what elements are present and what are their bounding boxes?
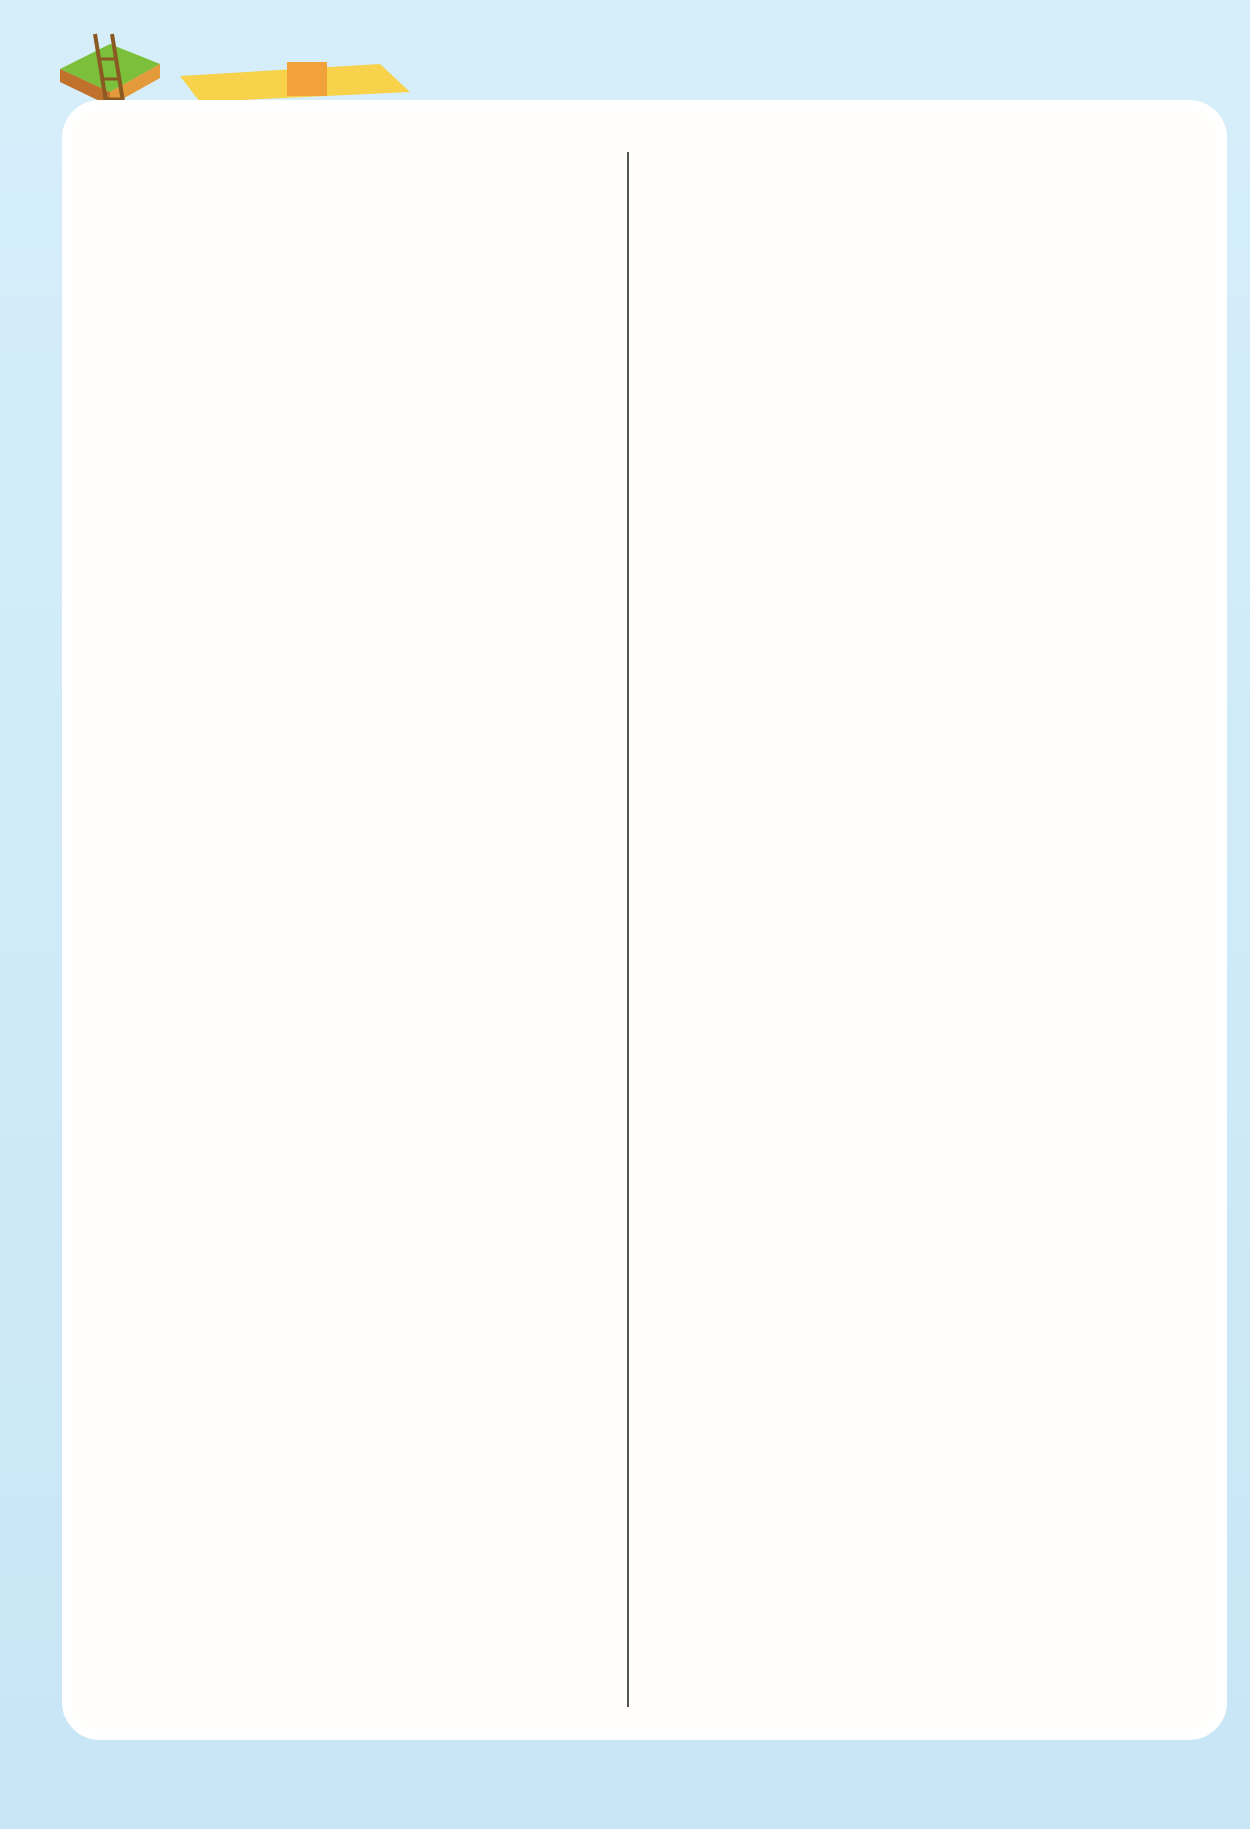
rectangle-grid-figure bbox=[100, 1350, 460, 1600]
scallop-top bbox=[62, 88, 1227, 118]
scallop-bottom bbox=[62, 1722, 1227, 1752]
column-divider bbox=[627, 152, 629, 1707]
zoo-map-grid-figure bbox=[690, 782, 1130, 1064]
